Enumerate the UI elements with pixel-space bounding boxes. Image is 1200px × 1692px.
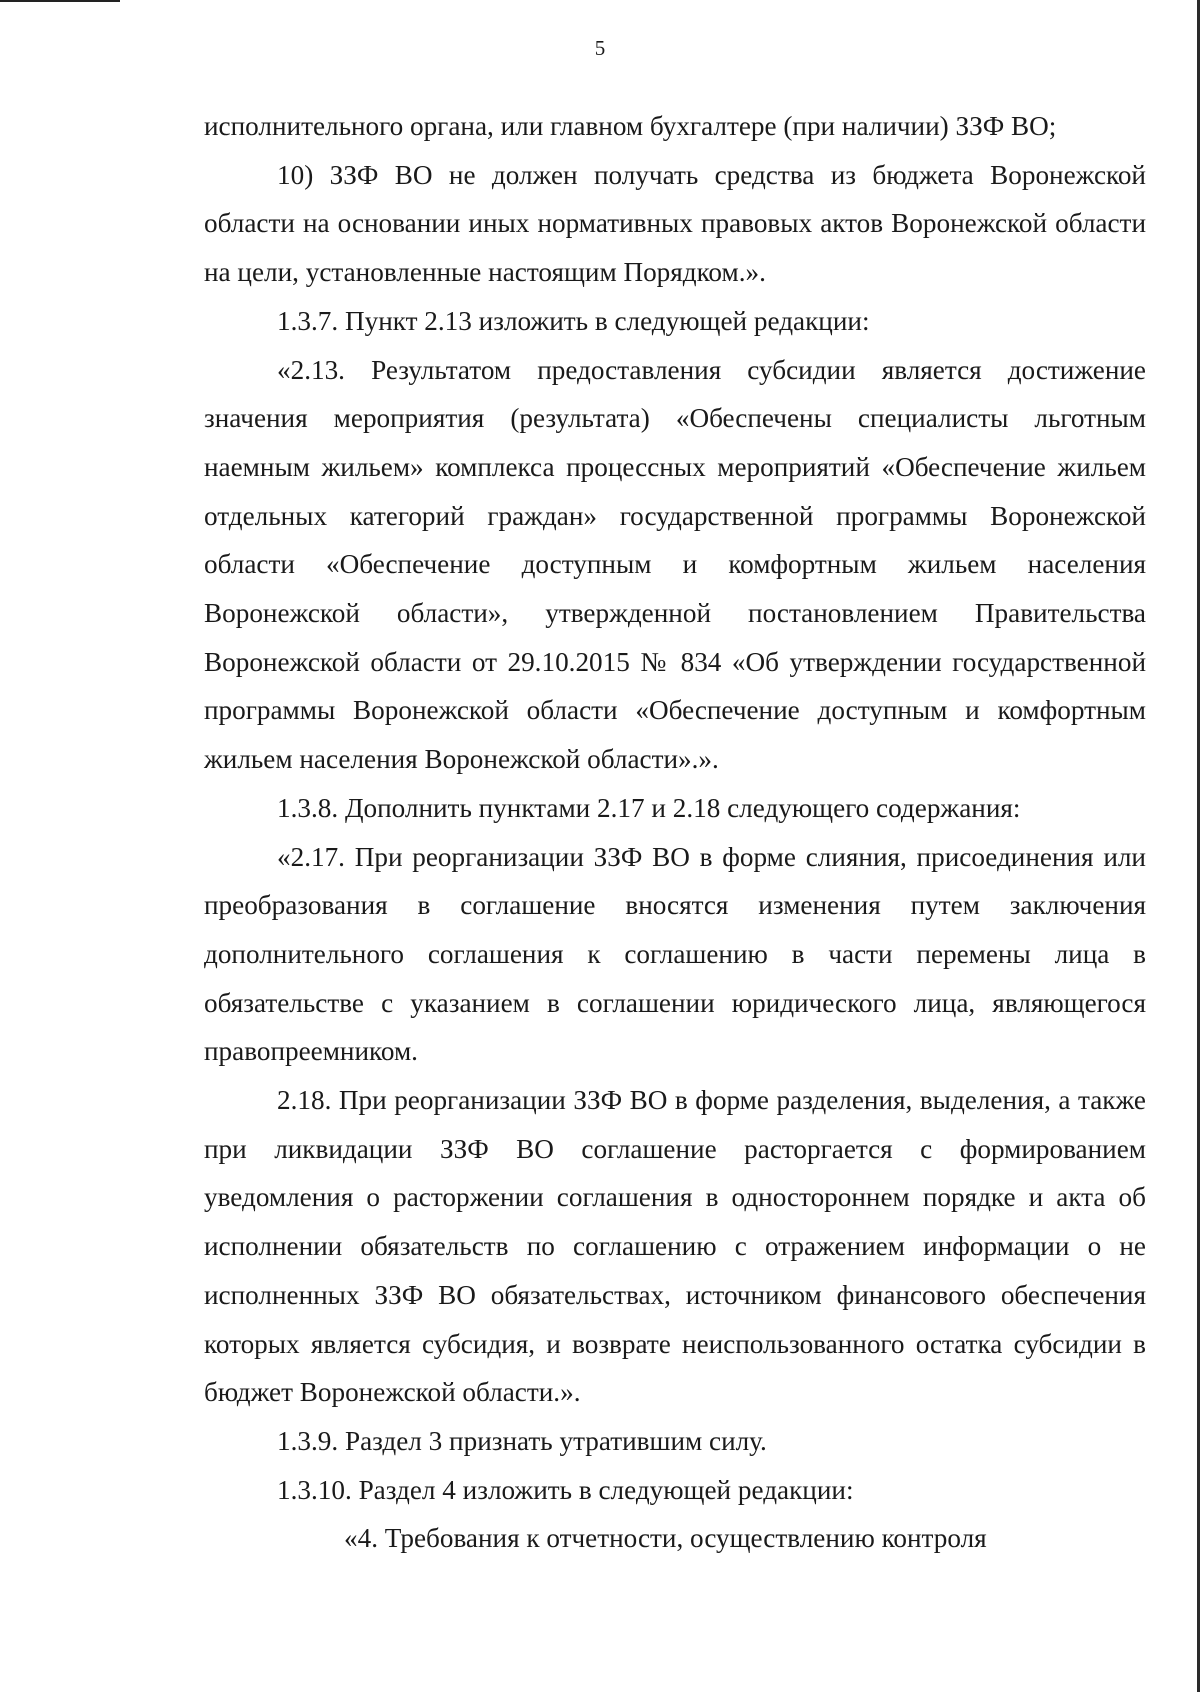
- paragraph-2-13: «2.13. Результатом предоставления субсидии является достижение значения мероприятия (результата) «Обеспечены специалисты льготным наемным жильем» комплекса процессных мероприятий «Обеспечение жильем отдельных категорий граждан» государственной программы Воронежской области «Обеспечение доступным и комфортным жильем населения Воронежской области», утвержденной постановлением Правительства Воронежской области от 29.10.2015 № 834 «Об утверждении государственной программы Воронежской области «Обеспечение доступным и комфортным жильем населения Воронежской области».».: [204, 354, 1146, 775]
- page-number: 5: [594, 36, 606, 60]
- paragraph-1-3-8: 1.3.8. Дополнить пунктами 2.17 и 2.18 следующего содержания:: [277, 792, 1021, 823]
- paragraph-continuation: исполнительного органа, или главном бухгалтере (при наличии) ЗЗФ ВО;: [204, 111, 1057, 141]
- section-4-heading: «4. Требования к отчетности, осуществлению контроля: [344, 1523, 987, 1554]
- scan-edge-top: [0, 0, 120, 2]
- paragraph-2-17: «2.17. При реорганизации ЗЗФ ВО в форме слияния, присоединения или преобразования в соглашение вносятся изменения путем заключения дополнительного соглашения к соглашению в части перемены лица в обязательстве с указанием в соглашении юридического лица, являющегося правопреемником.: [204, 841, 1146, 1067]
- paragraph-1-3-10: 1.3.10. Раздел 4 изложить в следующей редакции:: [277, 1474, 854, 1505]
- paragraph-2-18: 2.18. При реорганизации ЗЗФ ВО в форме разделения, выделения, а также при ликвидации ЗЗФ ВО соглашение расторгается с формированием уведомления о расторжении соглашения в одностороннем порядке и акта об исполнении обязательств по соглашению с отражением информации о не исполненных ЗЗФ ВО обязательствах, источником финансового обеспечения которых является субсидия, и возврате неиспользованного остатка субсидии в бюджет Воронежской области.».: [204, 1085, 1146, 1408]
- paragraph-1-3-9: 1.3.9. Раздел 3 признать утратившим силу.: [277, 1425, 767, 1456]
- document-body: [204, 102, 1146, 1563]
- paragraph-item-10: 10) ЗЗФ ВО не должен получать средства из бюджета Воронежской области на основании иных нормативных правовых актов Воронежской области на цели, установленные настоящим Порядком.».: [204, 159, 1146, 288]
- paragraph-1-3-7: 1.3.7. Пункт 2.13 изложить в следующей редакции:: [277, 305, 870, 336]
